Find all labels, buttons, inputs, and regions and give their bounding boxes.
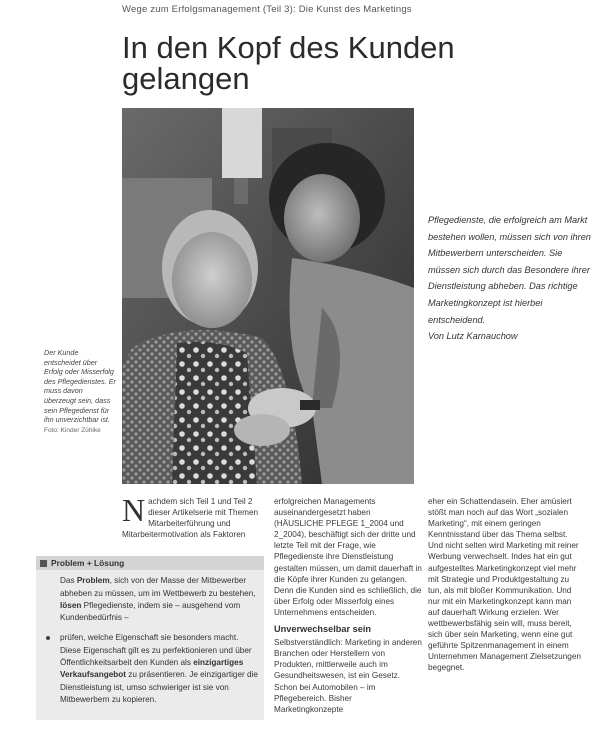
text-run-bold: einzigartiges Verkaufsangebot xyxy=(60,658,244,680)
photo-credit: Foto: Kinder Zühlke xyxy=(44,426,101,434)
col2-text-2: Selbstverständlich: Marketing in anderen Branchen oder Herstellern von Produkten, mittlerweile auch im Gesundheitswesen, ist ein Gesetz. Schon bei Automobilen – im Pflegebereich. Bisher Marketingkonzepte xyxy=(274,638,422,714)
body-column-2 xyxy=(274,496,422,715)
body-column-1 xyxy=(122,492,262,540)
photo-elderly-woman-and-caregiver xyxy=(122,108,414,484)
problem-solution-box xyxy=(36,556,264,720)
box-heading xyxy=(36,556,264,570)
body-column-3 xyxy=(428,496,582,674)
text-run: zu präsentieren. Je einzigartiger die Dienstleistung ist, umso schwieriger ist sie von Mitbewerbern zu kopieren. xyxy=(60,670,258,704)
col1-text: achdem sich Teil 1 und Teil 2 dieser Artikelserie mit Themen Mitarbeiterführung und Mitarbeitermotivation als Faktoren xyxy=(122,497,259,540)
box-paragraph-1 xyxy=(60,575,258,624)
text-run: Pflegedienste, indem sie – ausgehend vom Kundenbedürfnis – xyxy=(60,600,241,623)
article-kicker: Wege zum Erfolgsmanagement (Teil 3): Die Kunst des Marketings xyxy=(122,4,412,15)
lead-text: Pflegedienste, die erfolgreich am Markt bestehen wollen, müssen sich von ihren Mitbewerbern unterscheiden. Sie müssen sich durch das Besondere ihrer Dienstleistung abheben. Das richtige Marketingkonzept ist hierbei entscheidend. xyxy=(428,215,591,325)
article-photo xyxy=(122,108,414,484)
text-run-bold: Problem xyxy=(76,576,110,586)
article-lead xyxy=(428,212,592,345)
article-title xyxy=(122,32,592,94)
text-run: Das xyxy=(60,576,77,586)
text-run-bold: lösen xyxy=(60,600,82,610)
body-paragraph xyxy=(122,492,262,540)
box-bullet-item xyxy=(60,632,258,706)
title-line-2: gelangen xyxy=(122,61,250,96)
title-line-1: In den Kopf des Kunden xyxy=(122,30,455,65)
col3-text: eher ein Schattendasein. Eher amüsiert stößt man noch auf das Wort „sozialen Marketing“, mit einem geringen Kenntnisstand über das Thema selbst. Und nicht selten wird Marketing mit reiner Werbung verwechselt. Indes hat ein gut aufgestelltes Marketingkonzept viel mehr mit Strategie und Produktgestaltung zu tun, als mit bloßer Kommunikation. Und nur mit ein Marketingkonzept kann man auf dauerhaft Wirkung erzielen. Wer wettbewerbsfähig sein will, muss bereit, sich über sein Marketing, wenn eine gut geführte Spitzenmanagement in einem Unternehmen Management Zielsetzungen begegnet. xyxy=(428,497,581,673)
drop-cap: N xyxy=(122,492,146,528)
byline: Von Lutz Karnauchow xyxy=(428,331,518,342)
text-run: , sich von der Masse der Mitbewerber abheben zu müssen, um im Wettbewerb zu bestehen, xyxy=(60,576,256,598)
caption-text: Der Kunde entscheidet über Erfolg oder Misserfolg des Pflegedienstes. Er muss davon überzeugt sein, dass sein Pflegedienst für ihn unverzichtbar ist. xyxy=(44,348,116,425)
col2-text: erfolgreichen Managements auseinandergesetzt haben (HÄUSLICHE PFLEGE 1_2004 und 2_2004), beschäftigt sich der dritte und letzte Teil mit der Frage, wie Pflegedienste ihre Dienstleistung gestalten müssen, um damit dauerhaft in die Köpfe ihrer Kunden zu gelangen. Denn die Kunden sind es schließlich, die über Erfolg oder Misserfolg eines Unternehmens entscheiden. xyxy=(274,497,422,617)
box-heading-text: Problem + Lösung xyxy=(51,558,125,568)
box-body xyxy=(36,570,264,720)
section-subhead: Unverwechselbar sein xyxy=(274,624,372,635)
square-bullet-icon xyxy=(40,560,47,567)
photo-caption xyxy=(44,348,116,435)
text-run: prüfen, welche Eigenschaft sie besonders macht. Diese Eigenschaft gilt es zu perfektionieren und über Öffentlichkeitsarbeit den Kunden als xyxy=(60,633,252,668)
bullet-dot-icon xyxy=(46,636,50,640)
